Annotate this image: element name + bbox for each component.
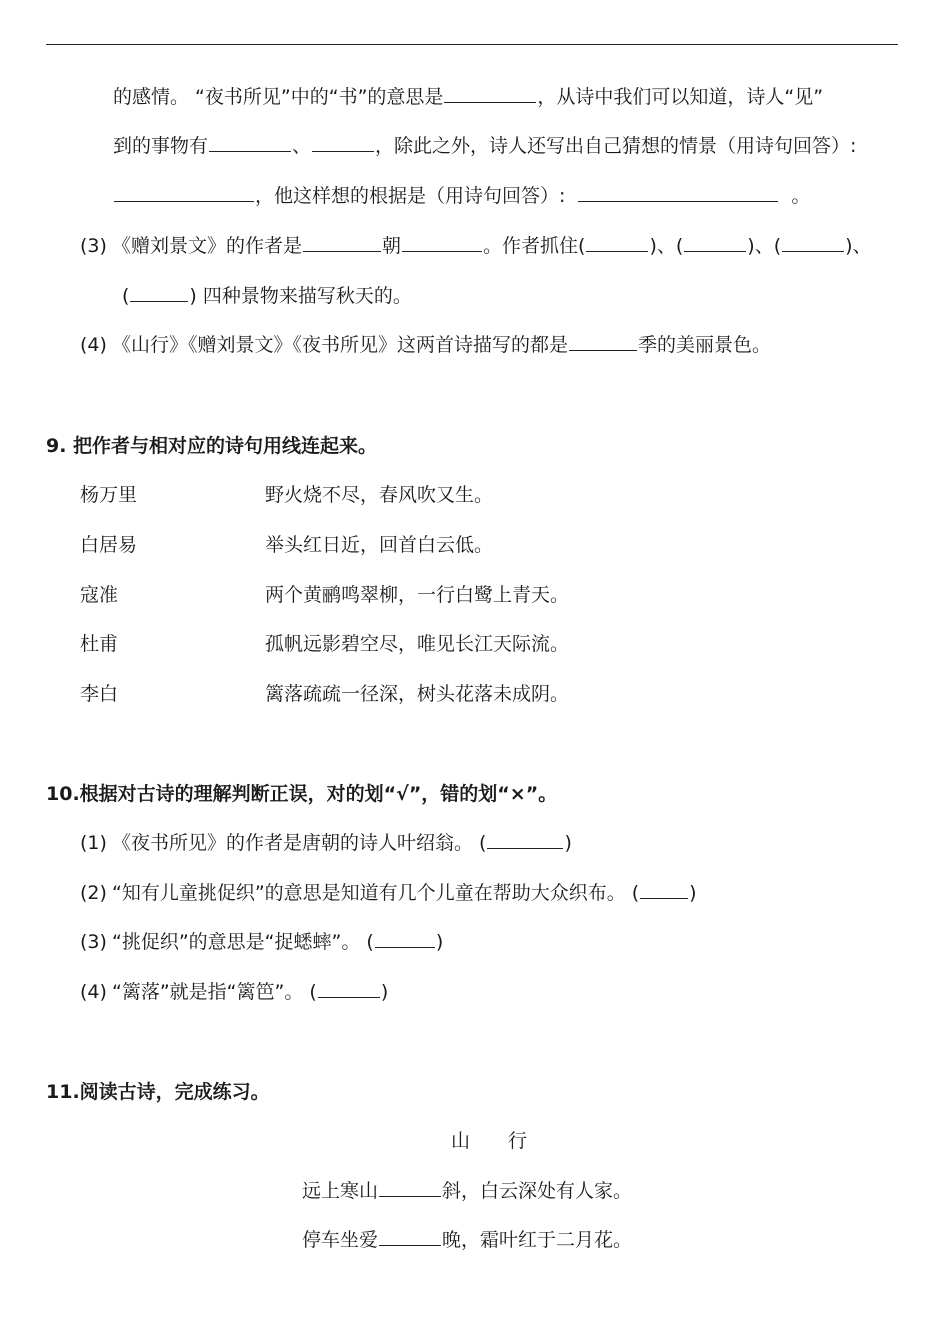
q8-item-4	[80, 332, 771, 358]
poem-line[interactable]: 孤帆远影碧空尽，唯见长江天际流。	[265, 633, 570, 655]
answer-blank[interactable]	[130, 283, 188, 302]
judgement-text: “篱落”就是指“篱笆”。 (	[112, 981, 317, 1003]
q8-text: 。作者抓住(	[483, 235, 586, 257]
answer-blank[interactable]	[318, 979, 380, 998]
q8-text: 、	[292, 135, 312, 157]
judgement-item	[80, 929, 443, 955]
answer-blank[interactable]	[444, 84, 536, 103]
author-name[interactable]: 杜甫	[80, 633, 119, 655]
answer-blank[interactable]	[209, 133, 291, 152]
item-number: (4)	[80, 981, 107, 1003]
q8-text: 朝	[382, 235, 402, 257]
judgement-text: 《夜书所见》的作者是唐朝的诗人叶绍翁。 (	[112, 832, 487, 854]
poem-line-2	[302, 1227, 632, 1253]
poem-line[interactable]: 两个黄鹂鸣翠柳，一行白鹭上青天。	[265, 584, 570, 606]
judgement-text: )	[380, 981, 389, 1003]
author-name[interactable]: 寇准	[80, 584, 119, 606]
poem-text: 远上寒山	[302, 1180, 379, 1202]
poem-line[interactable]: 野火烧不尽，春风吹又生。	[265, 484, 494, 506]
judgement-text: )	[689, 882, 697, 904]
q8-text: )、(	[649, 235, 684, 257]
q8-text: 《赠刘景文》的作者是	[112, 235, 303, 257]
q8-text: ，除此之外，诗人还写出自己猜想的情景（用诗句回答）:	[375, 135, 857, 157]
q8-continuation-line-3	[113, 183, 810, 209]
q8-text: 到的事物有	[113, 135, 209, 157]
answer-blank[interactable]	[312, 133, 374, 152]
poem-text: 晚，霜叶红于二月花。	[442, 1229, 633, 1251]
answer-blank[interactable]	[487, 830, 563, 849]
q8-continuation-line-1	[113, 84, 823, 110]
poem-line[interactable]: 举头红日近，回首白云低。	[265, 534, 494, 556]
judgement-item	[80, 979, 388, 1005]
poem-title: 山行	[451, 1130, 566, 1152]
judgement-item	[80, 880, 697, 906]
poem-text: 斜，白云深处有人家。	[442, 1180, 633, 1202]
answer-blank[interactable]	[640, 880, 688, 899]
poem-line-1	[302, 1178, 632, 1204]
q8-item-3	[80, 233, 872, 259]
q10-heading: 10.根据对古诗的理解判断正误，对的划“√”，错的划“×”。	[46, 783, 558, 805]
q8-item-3-cont	[122, 283, 412, 309]
q8-text: ，从诗中我们可以知道，诗人“见”	[537, 86, 824, 108]
poem-text: 停车坐爱	[302, 1229, 379, 1251]
q8-text: 季的美丽景色。	[638, 334, 772, 356]
judgement-item	[80, 830, 572, 856]
q8-text: )、(	[747, 235, 782, 257]
q8-text: 的感情。 “夜书所见”中的“书”的意思是	[113, 86, 444, 108]
poem-line[interactable]: 篱落疏疏一径深，树头花落未成阴。	[265, 683, 570, 705]
answer-blank[interactable]	[578, 183, 778, 202]
answer-blank[interactable]	[586, 233, 648, 252]
judgement-text: “挑促织”的意思是“捉蟋蟀”。 (	[112, 931, 374, 953]
answer-blank[interactable]	[684, 233, 746, 252]
q11-heading: 11.阅读古诗，完成练习。	[46, 1081, 270, 1103]
q8-text: ) 四种景物来描写秋天的。	[189, 285, 412, 307]
item-number: (3)	[80, 235, 107, 257]
author-name[interactable]: 白居易	[80, 534, 138, 556]
author-name[interactable]: 杨万里	[80, 484, 138, 506]
answer-blank[interactable]	[114, 183, 254, 202]
author-name[interactable]: 李白	[80, 683, 119, 705]
item-number: (1)	[80, 832, 107, 854]
judgement-text: )	[435, 931, 444, 953]
q8-text: )、	[845, 235, 872, 257]
item-number: (2)	[80, 882, 107, 904]
header-rule	[46, 44, 898, 45]
q8-text: 《山行》《赠刘景文》《夜书所见》这两首诗描写的都是	[112, 334, 569, 356]
answer-blank[interactable]	[402, 233, 482, 252]
item-number: (3)	[80, 931, 107, 953]
answer-blank[interactable]	[782, 233, 844, 252]
q8-text: ，他这样想的根据是（用诗句回答）:	[255, 185, 566, 207]
answer-blank[interactable]	[379, 1227, 441, 1246]
answer-blank[interactable]	[303, 233, 381, 252]
q9-heading: 9. 把作者与相对应的诗句用线连起来。	[46, 435, 378, 457]
judgement-text: )	[564, 832, 572, 854]
q8-text: 。	[791, 185, 811, 207]
q8-text: (	[122, 285, 130, 307]
answer-blank[interactable]	[379, 1178, 441, 1197]
judgement-text: “知有儿童挑促织”的意思是知道有几个儿童在帮助大众织布。 (	[112, 882, 640, 904]
item-number: (4)	[80, 334, 107, 356]
answer-blank[interactable]	[569, 332, 637, 351]
answer-blank[interactable]	[375, 929, 435, 948]
q8-continuation-line-2	[113, 133, 856, 159]
